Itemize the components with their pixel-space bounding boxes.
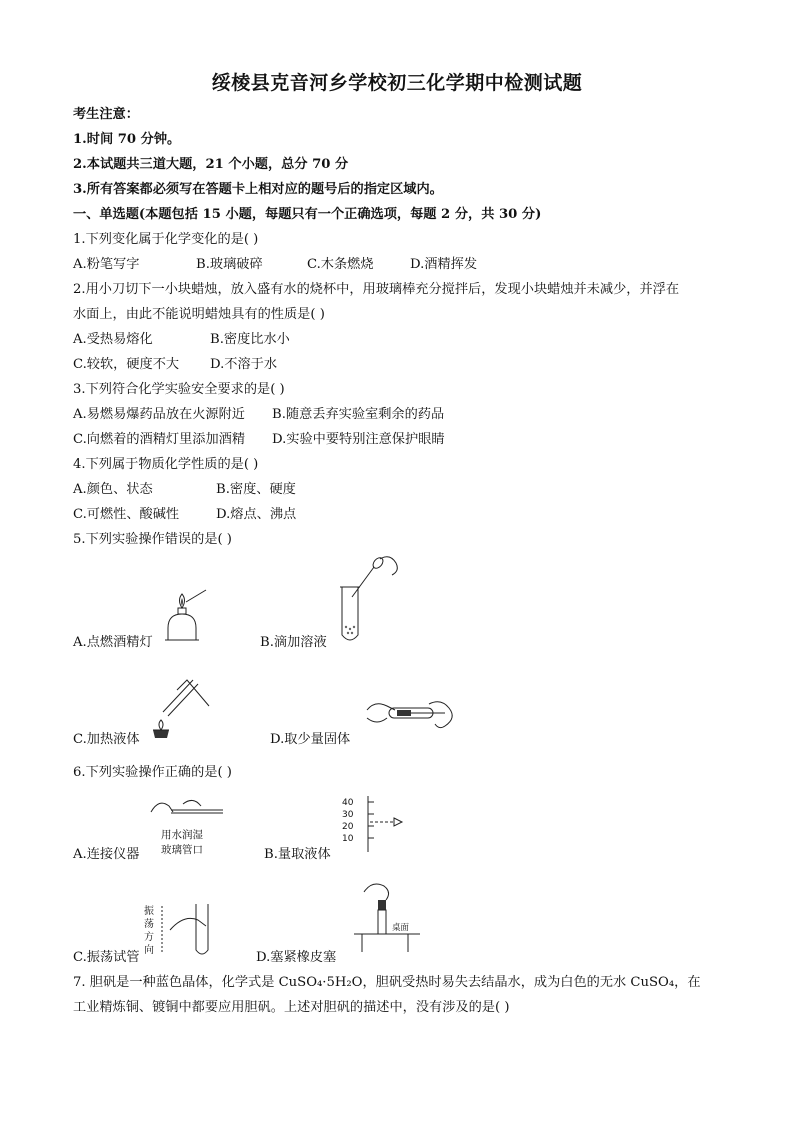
q2-option-c: C.较软，硬度不大	[73, 357, 180, 372]
page-title: 绥棱县克音河乡学校初三化学期中检测试题	[211, 72, 583, 94]
question-3-stem: 3.下列符合化学实验安全要求的是( )	[73, 382, 285, 397]
q4-option-d: D.熔点、沸点	[216, 507, 297, 522]
q6-figure-c-label-4: 向	[144, 945, 154, 956]
q6-figure-c-shake	[140, 900, 220, 962]
q6-figure-b-tick-40: 40	[342, 798, 354, 808]
q5-figure-a-alcohol-lamp	[160, 588, 210, 650]
question-2-stem-line1: 2.用小刀切下一小块蜡烛，放入盛有水的烧杯中，用玻璃棒充分搅拌后，发现小块蜡烛并未减少，并浮在	[73, 282, 680, 297]
q6-figure-b-tick-30: 30	[342, 810, 354, 820]
notice-item-3: 3.所有答案都必须写在答题卡上相对应的题号后的指定区域内。	[73, 182, 443, 197]
q2-option-d: D.不溶于水	[210, 357, 278, 372]
q3-option-c: C.向燃着的酒精灯里添加酒精	[73, 432, 246, 447]
q5-figure-d-solid	[365, 696, 460, 738]
q6-figure-a-connect	[145, 794, 230, 862]
q6-figure-d-label: 桌面	[392, 923, 410, 933]
notice-heading: 考生注意：	[73, 107, 139, 122]
question-2-stem-line2: 水面上，由此不能说明蜡烛具有的性质是( )	[73, 307, 325, 322]
q4-option-a: A.颜色、状态	[73, 482, 153, 497]
q5-option-d: D.取少量固体	[270, 732, 351, 747]
section-heading: 一、单选题(本题包括 15 小题，每题只有一个正确选项，每题 2 分，共 30 分)	[73, 207, 542, 222]
question-6-stem: 6.下列实验操作正确的是( )	[73, 765, 232, 780]
q1-option-d: D.酒精挥发	[410, 257, 478, 272]
question-7-stem-line1: 7. 胆矾是一种蓝色晶体，化学式是 CuSO₄·5H₂O，胆矾受热时易失去结晶水，成为白色的无水 CuSO₄，在	[73, 975, 701, 990]
q4-option-b: B.密度、硬度	[216, 482, 296, 497]
q6-option-c: C.振荡试管	[73, 950, 140, 965]
q5-option-c: C.加热液体	[73, 732, 140, 747]
q6-figure-c-label-3: 方	[144, 932, 154, 943]
q5-figure-c-heating	[145, 672, 215, 744]
q2-option-b: B.密度比水小	[210, 332, 290, 347]
q6-option-a: A.连接仪器	[73, 847, 140, 862]
q3-option-b: B.随意丢弃实验室剩余的药品	[272, 407, 445, 422]
question-7-stem-line2: 工业精炼铜、镀铜中都要应用胆矾。上述对胆矾的描述中，没有涉及的是( )	[73, 1000, 510, 1015]
q3-option-a: A.易燃易爆药品放在火源附近	[73, 407, 245, 422]
notice-item-1: 1.时间 70 分钟。	[73, 132, 181, 147]
q5-option-b: B.滴加溶液	[260, 635, 327, 650]
q6-figure-b-tick-20: 20	[342, 822, 354, 832]
notice-item-2: 2.本试题共三道大题，21 个小题，总分 70 分	[73, 157, 349, 172]
q2-option-a: A.受热易熔化	[73, 332, 153, 347]
q1-option-c: C.木条燃烧	[307, 257, 374, 272]
q6-figure-c-label-2: 荡	[144, 919, 154, 930]
q5-figure-b-dropper	[330, 557, 405, 647]
q4-option-c: C.可燃性、酸碱性	[73, 507, 180, 522]
q6-option-b: B.量取液体	[264, 847, 331, 862]
q6-figure-a-caption-2: 玻璃管口	[161, 844, 203, 856]
question-4-stem: 4.下列属于物质化学性质的是( )	[73, 457, 259, 472]
question-5-stem: 5.下列实验操作错误的是( )	[73, 532, 232, 547]
q6-figure-b-measure	[340, 794, 410, 856]
q1-option-a: A.粉笔写字	[73, 257, 140, 272]
q1-option-b: B.玻璃破碎	[196, 257, 263, 272]
q6-figure-a-caption-1: 用水润湿	[161, 829, 203, 841]
q6-figure-c-label-1: 振	[144, 906, 154, 917]
q6-figure-b-tick-10: 10	[342, 834, 354, 844]
question-1-stem: 1.下列变化属于化学变化的是( )	[73, 232, 259, 247]
q6-option-d: D.塞紧橡皮塞	[256, 950, 337, 965]
q5-option-a: A.点燃酒精灯	[73, 635, 153, 650]
q6-figure-d-stopper	[350, 878, 425, 958]
q3-option-d: D.实验中要特别注意保护眼睛	[272, 432, 445, 447]
